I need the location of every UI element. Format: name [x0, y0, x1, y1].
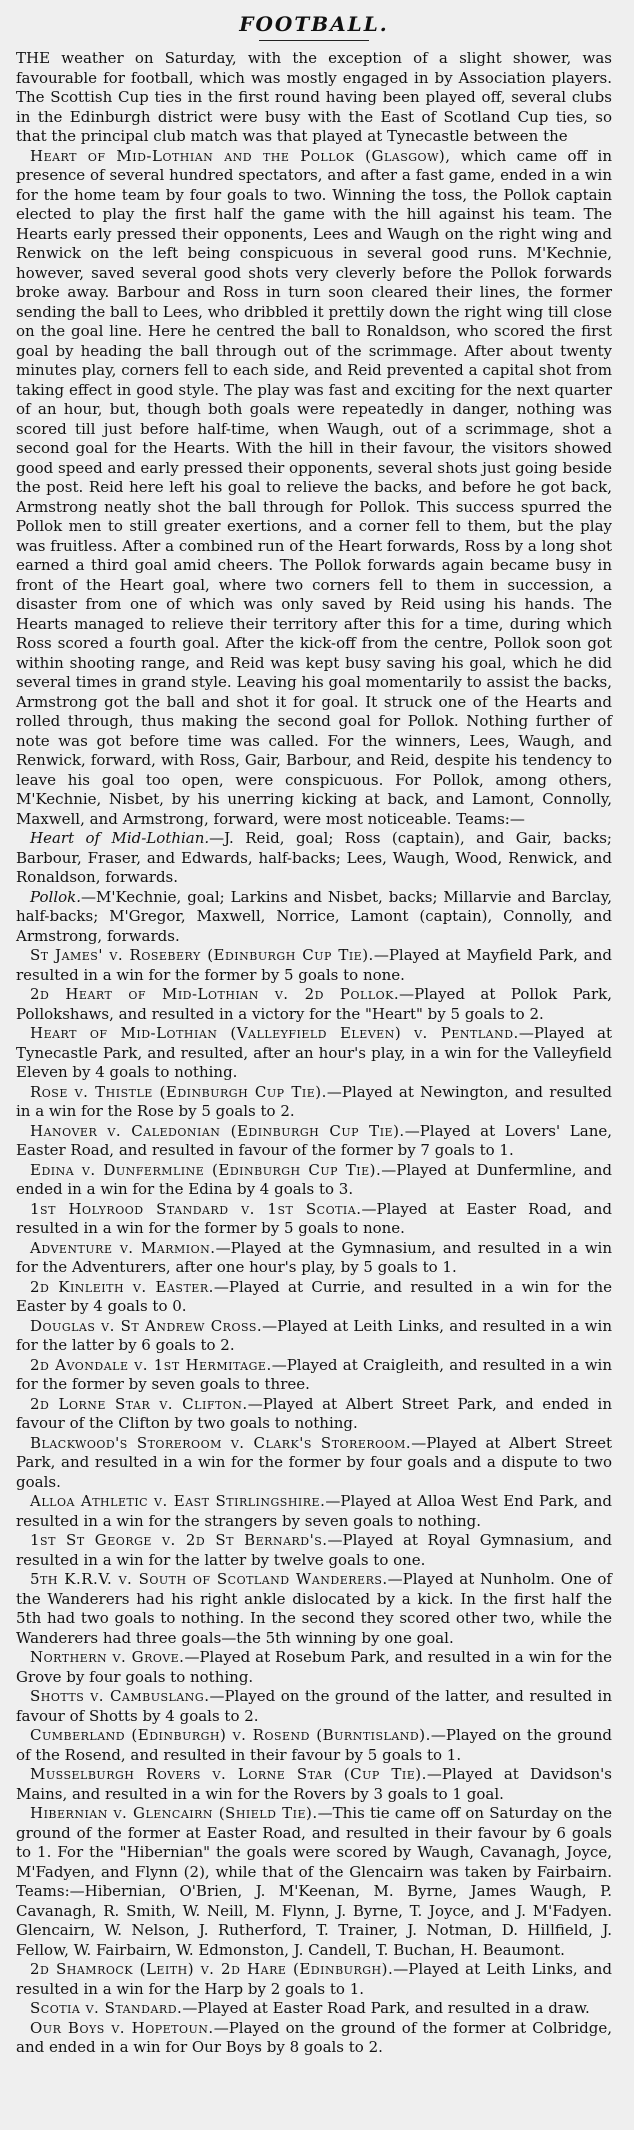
- fixture-title: Shotts v. Cambuslang.: [30, 1687, 210, 1705]
- fixture-title: 1st St George v. 2d St Bernard's.: [30, 1531, 328, 1549]
- fixture-title: Edina v. Dunfermline (Edinburgh Cup Tie).: [30, 1160, 382, 1179]
- fixture-text: —Played at Mayfield Park, and resulted in a win for the former by 5 goals to none.: [16, 946, 612, 984]
- fixture-text: —Played at Easter Road, and resulted in a win for the former by 5 goals to none.: [16, 1199, 612, 1237]
- lineup-hearts: [16, 829, 612, 888]
- fixture-result: [16, 1531, 612, 1570]
- fixture-text: —Played on the ground of the Rosend, and resulted in their favour by 5 goals to 1.: [16, 1726, 613, 1764]
- fixture-title: 2d Shamrock (Leith) v. 2d Hare (Edinburgh).: [30, 1960, 394, 1978]
- fixture-result: [16, 1687, 612, 1726]
- fixture-text: —Played at Nunholm. One of the Wanderers had his right ankle dislocated by a kick. In the first half the 5th had two goals to nothing. In the second they scored other two, while the Wanderers had three goals—the 5th winning by one goal.: [16, 1570, 612, 1647]
- fixture-title: Our Boys v. Hopetoun.: [30, 2018, 214, 2037]
- team-lineups: [16, 829, 612, 946]
- lineup-pollok: [16, 888, 612, 947]
- fixture-text: —Played at Royal Gymnasium, and resulted in a win for the latter by twelve goals to one.: [16, 1531, 612, 1569]
- fixture-title: Adventure v. Marmion.: [30, 1238, 216, 1257]
- page-title: FOOTBALL.: [239, 12, 389, 36]
- fixture-text: —Played at Leith Links, and resulted in a win for the Harp by 2 goals to 1.: [16, 1960, 612, 1998]
- fixture-text: —Played at Currie, and resulted in a win for the Easter by 4 goals to 0.: [16, 1277, 612, 1315]
- fixture-result: [16, 1726, 612, 1765]
- fixture-title: 2d Avondale v. 1st Hermitage.: [30, 1355, 272, 1374]
- fixture-title: St James' v. Rosebery (Edinburgh Cup Tie).: [30, 946, 374, 964]
- fixture-title: Rose v. Thistle (Edinburgh Cup Tie).: [30, 1082, 327, 1101]
- lineup-players: —M'Kechnie, goal; Larkins and Nisbet, backs; Millarvie and Barclay, half-backs; M'Gregor, Maxwell, Norrice, Lamont (captain), Connolly, and Armstrong, forwards.: [16, 887, 612, 945]
- fixture-result: [16, 1999, 612, 2019]
- fixture-title: Heart of Mid-Lothian (Valleyfield Eleven) v. Pentland.: [30, 1024, 519, 1042]
- fixture-result: [16, 2019, 612, 2058]
- fixture-text: —Played at Leith Links, and resulted in a win for the latter by 6 goals to 2.: [16, 1316, 612, 1354]
- fixture-result: [16, 1278, 612, 1317]
- lineup-players: —J. Reid, goal; Ross (captain), and Gair, backs; Barbour, Fraser, and Edwards, half-backs; Lees, Waugh, Wood, Renwick, and Ronaldson, forwards.: [16, 829, 612, 886]
- lineup-team-name: Pollok.: [30, 887, 81, 906]
- fixture-title: Douglas v. St Andrew Cross.: [30, 1316, 263, 1335]
- fixture-results-list: [16, 946, 612, 2058]
- fixture-text: —Played on the ground of the former at Colbridge, and ended in a win for Our Boys by 8 goals to 2.: [16, 2018, 612, 2056]
- main-match-title: Heart of Mid-Lothian and the Pollok (Glasgow),: [30, 146, 451, 165]
- fixture-text: —Played on the ground of the latter, and resulted in favour of Shotts by 4 goals to 2.: [16, 1687, 612, 1725]
- fixture-result: [16, 1200, 612, 1239]
- fixture-result: [16, 985, 612, 1024]
- fixture-title: Musselburgh Rovers v. Lorne Star (Cup Tie).: [30, 1765, 427, 1783]
- fixture-result: [16, 1161, 612, 1200]
- fixture-title: Cumberland (Edinburgh) v. Rosend (Burntisland).: [30, 1726, 431, 1744]
- fixture-result: [16, 1960, 612, 1999]
- fixture-result: [16, 946, 612, 985]
- fixture-title: Northern v. Grove.: [30, 1648, 185, 1666]
- fixture-text: —Played at Dunfermline, and ended in a win for the Edina by 4 goals to 3.: [16, 1160, 612, 1198]
- fixture-result: [16, 1570, 612, 1648]
- headline-rule: [259, 40, 369, 41]
- fixture-title: Hibernian v. Glencairn (Shield Tie).: [30, 1804, 318, 1822]
- fixture-result: [16, 1239, 612, 1278]
- fixture-text: —Played at the Gymnasium, and resulted in a win for the Adventurers, after one hour's play, by 5 goals to 1.: [16, 1238, 612, 1276]
- fixture-text: —Played at Rosebum Park, and resulted in a win for the Grove by four goals to nothing.: [16, 1648, 612, 1686]
- fixture-result: [16, 1434, 612, 1493]
- fixture-text: —Played at Craigleith, and resulted in a win for the former by seven goals to three.: [16, 1355, 612, 1393]
- fixture-title: Blackwood's Storeroom v. Clark's Storeroom.: [30, 1433, 412, 1452]
- fixture-result: [16, 1356, 612, 1395]
- fixture-text: —Played at Easter Road Park, and resulted in a draw.: [182, 1999, 590, 2017]
- fixture-result: [16, 1765, 612, 1804]
- main-match-report: [16, 147, 612, 830]
- intro-text: THE weather on Saturday, with the exception of a slight shower, was favourable for football, which was mostly engaged in by Association players. The Scottish Cup ties in the first round having been played off, several clubs in the Edinburgh district were busy with the East of Scotland Cup ties, so that the principal club match was that played at Tynecastle between the: [16, 49, 612, 145]
- fixture-text: —Played at Davidson's Mains, and resulted in a win for the Rovers by 3 goals to 1 goal.: [16, 1765, 612, 1803]
- fixture-result: [16, 1083, 612, 1122]
- fixture-result: [16, 1492, 612, 1531]
- fixture-result: [16, 1024, 612, 1083]
- fixture-title: Scotia v. Standard.: [30, 1999, 183, 2017]
- fixture-title: 2d Kinleith v. Easter.: [30, 1277, 214, 1296]
- fixture-title: 5th K.R.V. v. South of Scotland Wanderers.: [30, 1570, 388, 1588]
- fixture-text: —Played at Albert Street Park, and resulted in a win for the former by four goals and a dispute to two goals.: [16, 1433, 613, 1491]
- main-match-text: which came off in presence of several hundred spectators, and after a fast game, ended in a win for the home team by four goals to two. Winning the toss, the Pollok captain elected to play the first half the game with the hill against his team. The Hearts early pressed their opponents, Lees and Waugh on the right wing and Renwick on the left being conspicuous in several good runs. M'Kechnie, however, saved several good shots very cleverly before the Pollok forwards broke away. Barbour and Ross in turn soon cleared their lines, the former sending the ball to Lees, who dribbled it prettily down the right wing till close on the goal line. Here he centred the ball to Ronaldson, who scored the first goal by heading the ball through out of the scrimmage. After about twenty minutes play, corners fell to each side, and Reid prevented a capital shot from taking effect in good style. The play was fast and exciting for the next quarter of an hour, but, though both goals were repeatedly in danger, nothing was scored till just before half-time, when Waugh, out of a scrimmage, shot a second goal for the Hearts. With the hill in their favour, the visitors showed good speed and early pressed their opponents, several shots just going beside the post. Reid here left his goal to relieve the backs, and before he got back, Armstrong neatly shot the ball through for Pollok. This success spurred the Pollok men to still greater exertions, and a corner fell to them, but the play was fruitless. After a combined run of the Heart forwards, Ross by a long shot earned a third goal amid cheers. The Pollok forwards again became busy in front of the Heart goal, where two corners fell to them in succession, a disaster from one of which was only saved by Reid using his hands. The Hearts managed to relieve their territory after this for a time, during which Ross scored a fourth goal. After the kick-off from the centre, Pollok soon got within shooting range, and Reid was kept busy saving his goal, which he did several times in grand style. Leaving his goal momentarily to assist the backs, Armstrong got the ball and shot it for goal. It struck one of the Hearts and rolled through, thus making the second goal for Pollok. Nothing further of note was got before time was called. For the winners, Lees, Waugh, and Renwick, forward, with Ross, Gair, Barbour, and Reid, despite his tendency to leave his goal too open, were conspicuous. For Pollok, among others, M'Kechnie, Nisbet, by his unerring kicking at back, and Lamont, Connolly, Maxwell, and Armstrong, forward, were most noticeable. Teams:—: [16, 146, 612, 828]
- fixture-text: —Played at Alloa West End Park, and resulted in a win for the strangers by seven goals to nothing.: [16, 1492, 612, 1530]
- fixture-text: —Played at Newington, and resulted in a win for the Rose by 5 goals to 2.: [16, 1082, 612, 1120]
- fixture-title: Hanover v. Caledonian (Edinburgh Cup Tie).: [30, 1121, 405, 1140]
- fixture-text: —Played at Lovers' Lane, Easter Road, and resulted in favour of the former by 7 goals to 1.: [16, 1121, 612, 1159]
- fixture-result: [16, 1395, 612, 1434]
- fixture-title: 1st Holyrood Standard v. 1st Scotia.: [30, 1199, 362, 1218]
- fixture-result: [16, 1804, 612, 1960]
- fixture-text: —This tie came off on Saturday on the ground of the former at Easter Road, and resulted in their favour by 6 goals to 1. For the "Hibernian" the goals were scored by Waugh, Cavanagh, Joyce, M'Fadyen, and Flynn (2), while that of the Glencairn was taken by Fairbairn. Teams:—Hibernian, O'Brien, J. M'Keenan, M. Byrne, James Waugh, P. Cavanagh, R. Smith, W. Neill, M. Flynn, J. Byrne, T. Joyce, and J. M'Fadyen. Glencairn, W. Nelson, J. Rutherford, T. Trainer, J. Notman, D. Hillfield, J. Fellow, W. Fairbairn, W. Edmonston, J. Candell, T. Buchan, H. Beaumont.: [16, 1804, 613, 1959]
- fixture-text: —Played at Albert Street Park, and ended in favour of the Clifton by two goals to nothing.: [16, 1394, 612, 1432]
- fixture-result: [16, 1317, 612, 1356]
- fixture-title: 2d Heart of Mid-Lothian v. 2d Pollok.: [30, 985, 400, 1003]
- fixture-text: —Played at Tynecastle Park, and resulted, after an hour's play, in a win for the Valleyfield Eleven by 4 goals to nothing.: [16, 1024, 613, 1081]
- intro-paragraph: [16, 49, 612, 147]
- fixture-result: [16, 1648, 612, 1687]
- fixture-title: 2d Lorne Star v. Clifton.: [30, 1394, 248, 1413]
- lineup-team-name: Heart of Mid-Lothian.: [30, 829, 210, 847]
- fixture-result: [16, 1122, 612, 1161]
- fixture-title: Alloa Athletic v. East Stirlingshire.: [30, 1492, 326, 1510]
- fixture-text: —Played at Pollok Park, Pollokshaws, and resulted in a victory for the "Heart" by 5 goals to 2.: [16, 985, 612, 1023]
